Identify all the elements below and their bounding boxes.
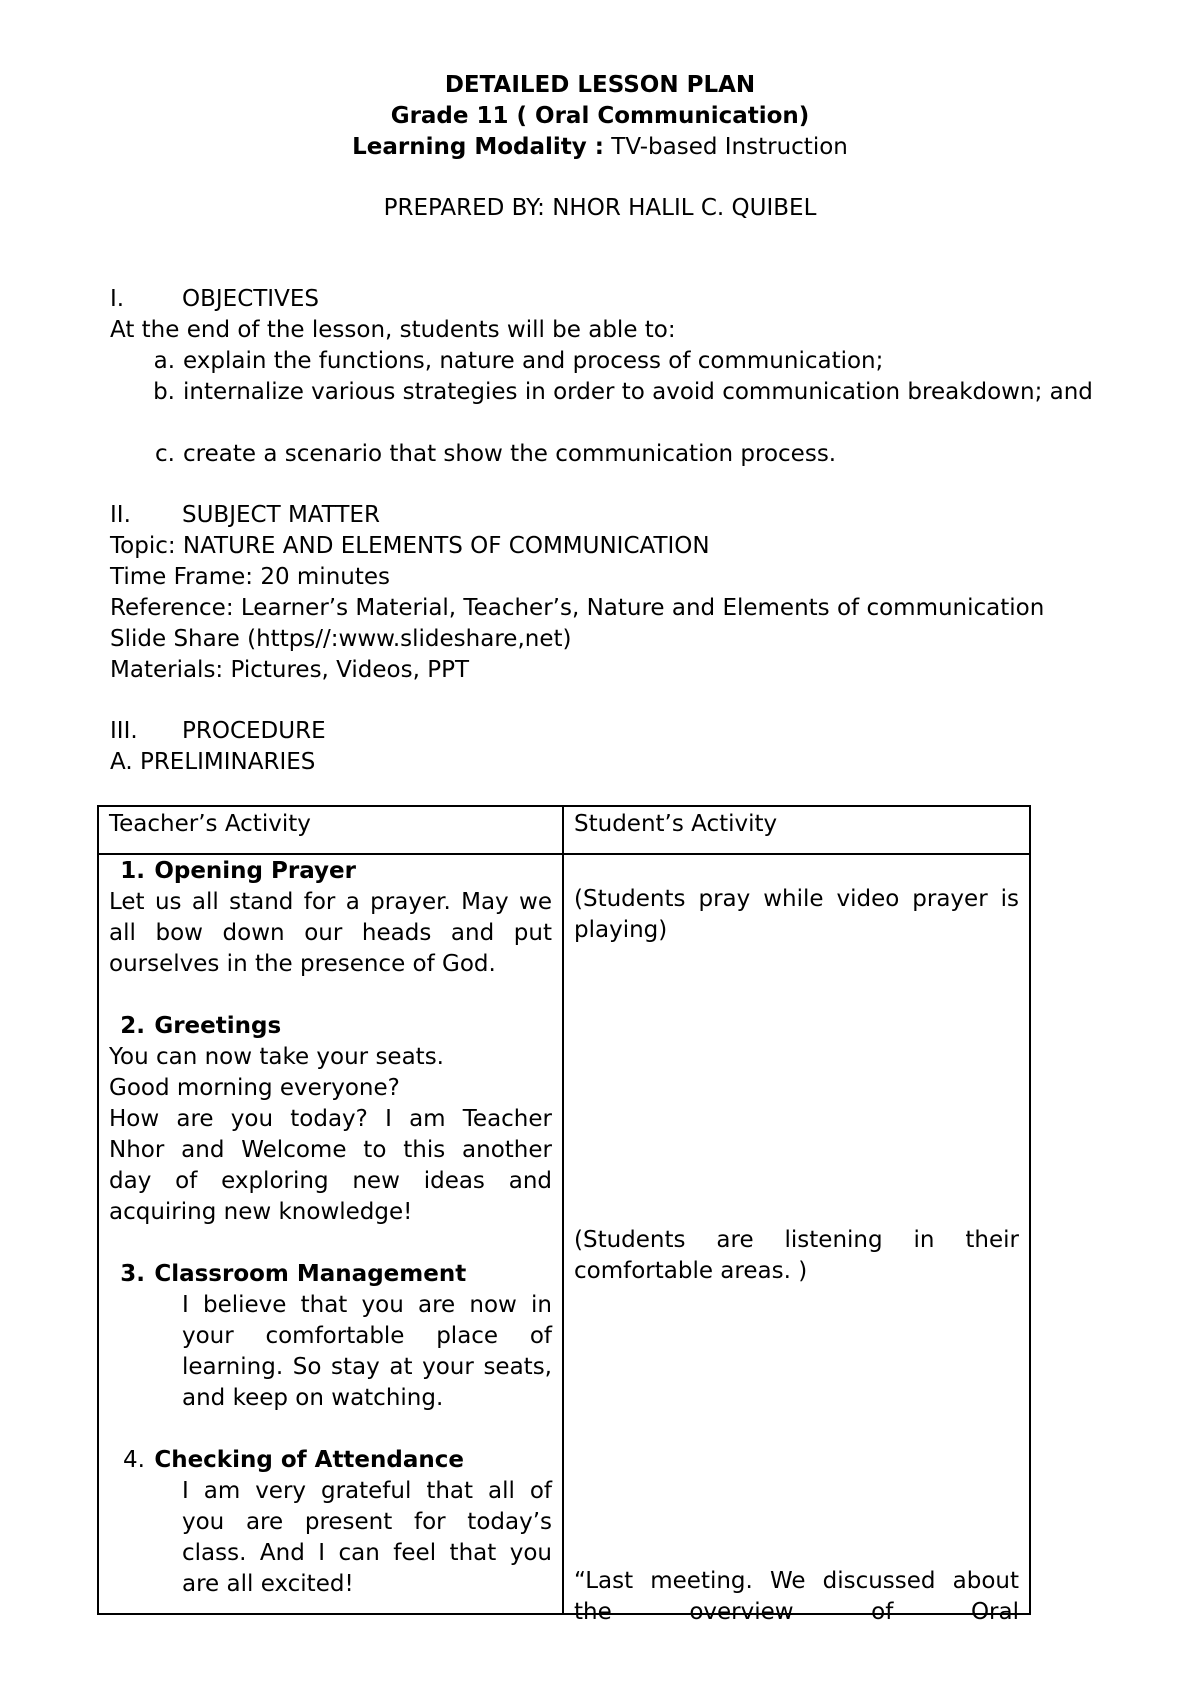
objective-letter: a. — [153, 348, 175, 374]
objective-text: internalize various strategies in order to avoid communication breakdown; and — [183, 379, 1093, 405]
step-title-row — [109, 1011, 552, 1042]
step-body: Let us all stand for a prayer. May we all bow down our heads and put ourselves in the presence of God. — [109, 889, 552, 977]
table-body-row — [98, 854, 1030, 1614]
step-title-row — [109, 1445, 552, 1476]
modality-value: TV-based Instruction — [603, 134, 848, 160]
objective-item — [145, 346, 1105, 377]
objective-letter: b. — [153, 379, 175, 405]
step-number: 3. — [120, 1261, 145, 1287]
step-title: Greetings — [154, 1013, 282, 1039]
slide-share-line: Slide Share (https//:www.slideshare,net) — [110, 626, 572, 652]
prepared-by: PREPARED BY: NHOR HALIL C. QUIBEL — [383, 195, 817, 221]
document-title: DETAILED LESSON PLAN — [444, 72, 756, 98]
learning-modality — [0, 132, 1200, 163]
time-frame-line: Time Frame: 20 minutes — [110, 564, 390, 590]
step-title-row — [109, 1259, 552, 1290]
objectives-intro: At the end of the lesson, students will be able to: — [110, 317, 676, 343]
objective-item — [145, 377, 1105, 439]
step-body: How are you today? I am Teacher Nhor and Welcome to this another day of exploring new ideas and acquiring new knowledge! — [109, 1106, 552, 1225]
step-title: Opening Prayer — [154, 858, 356, 884]
preliminaries-heading: A. PRELIMINARIES — [110, 749, 316, 775]
student-response: (Students are listening in their comfortable areas. ) — [574, 1227, 1019, 1284]
section-title: OBJECTIVES — [182, 286, 319, 312]
subject-matter-heading — [110, 500, 380, 531]
teacher-activity-header: Teacher’s Activity — [98, 806, 563, 854]
student-activity-cell — [563, 854, 1030, 1625]
objective-letter: c. — [155, 441, 175, 467]
section-number: I. — [110, 286, 125, 312]
step-title: Checking of Attendance — [154, 1447, 464, 1473]
objectives-heading — [110, 284, 319, 315]
student-activity-header: Student’s Activity — [563, 806, 1030, 854]
procedure-heading — [110, 716, 326, 747]
modality-label: Learning Modality : — [352, 134, 604, 160]
teacher-activity-cell — [98, 854, 563, 1614]
step-line: Good morning everyone? — [109, 1075, 400, 1101]
objective-text: create a scenario that show the communication process. — [183, 441, 837, 467]
step-line: You can now take your seats. — [109, 1044, 444, 1070]
step-body: I believe that you are now in your comfortable place of learning. So stay at your seats, and keep on watching. — [182, 1292, 552, 1411]
student-response: “Last meeting. We discussed about the overview of Oral — [574, 1568, 1019, 1625]
step-number: 1. — [120, 858, 145, 884]
step-number: 4. — [123, 1447, 145, 1473]
activity-table — [97, 805, 1031, 1625]
student-response: (Students pray while video prayer is playing) — [574, 886, 1019, 943]
grade-subtitle: Grade 11 ( Oral Communication) — [390, 103, 810, 129]
materials-line: Materials: Pictures, Videos, PPT — [110, 657, 470, 683]
step-title: Classroom Management — [154, 1261, 467, 1287]
reference-line: Reference: Learner’s Material, Teacher’s, Nature and Elements of communication — [110, 595, 1045, 621]
objective-item — [145, 439, 1105, 470]
step-number: 2. — [120, 1013, 145, 1039]
topic-line: Topic: NATURE AND ELEMENTS OF COMMUNICATION — [110, 533, 710, 559]
section-number: II. — [110, 502, 131, 528]
objective-text: explain the functions, nature and process of communication; — [183, 348, 884, 374]
table-header-row — [98, 806, 1030, 854]
step-body: I am very grateful that all of you are present for today’s class. And I can feel that you are all excited! — [182, 1478, 552, 1597]
section-title: PROCEDURE — [182, 718, 326, 744]
step-title-row — [109, 856, 552, 887]
section-number: III. — [110, 718, 138, 744]
section-title: SUBJECT MATTER — [182, 502, 380, 528]
